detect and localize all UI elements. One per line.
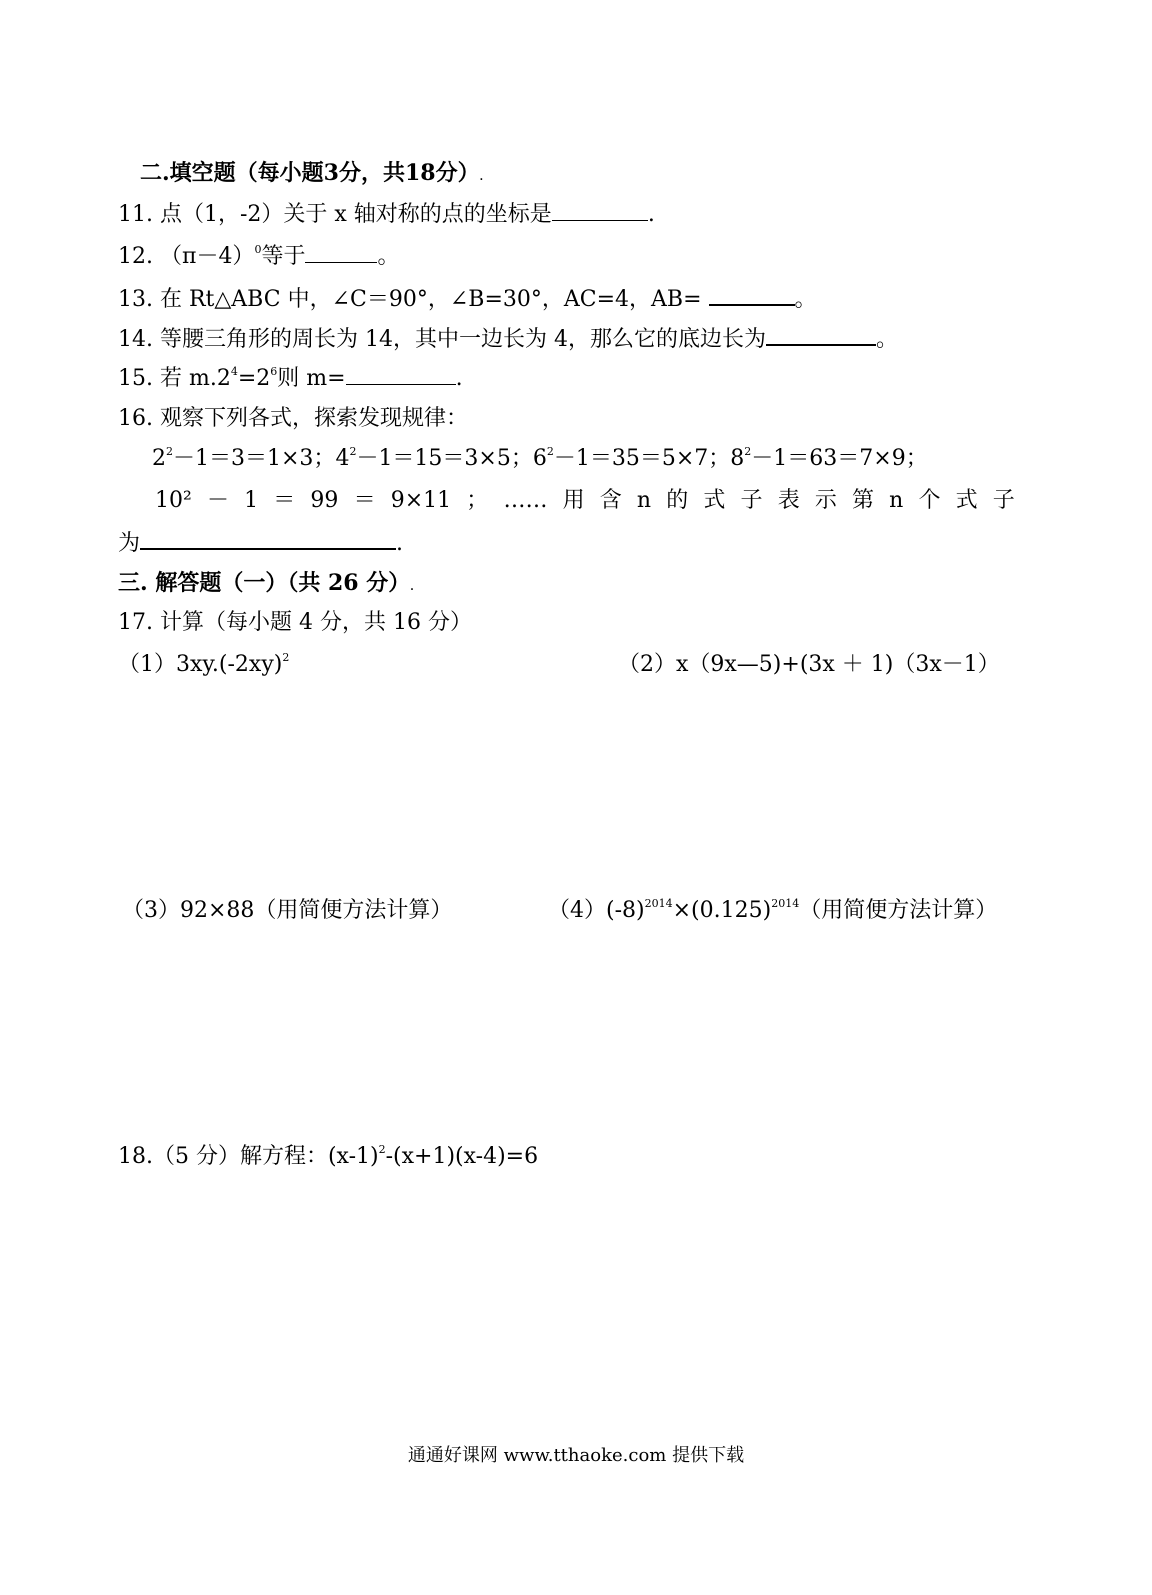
pattern-row-2 <box>155 486 1015 516</box>
pattern-token: 10² <box>155 488 192 513</box>
question-18: 18.（5 分）解方程：$(x-1)^2-(x+1)(x-4)=6$ <box>118 1143 539 1169</box>
pattern-token: － <box>206 488 229 513</box>
answer-blank <box>552 200 648 221</box>
pattern-token: 的 <box>666 488 689 513</box>
pattern-token: 子 <box>992 488 1015 513</box>
question-13: 13. 在 Rt△ABC 中，∠C＝90°，∠B=30°，AC=4，AB= 。 <box>118 284 817 315</box>
question-12: 12. $(\pi-4)^0$等于 。 <box>118 243 400 269</box>
question-16: 16. 观察下列各式，探索发现规律： <box>118 406 468 431</box>
pattern-token: n <box>889 488 904 513</box>
pattern-token: …… <box>503 488 548 513</box>
pattern-row-1 <box>152 444 928 474</box>
question-17-title: 17. 计算（每小题 4 分，共 16 分） <box>118 610 472 635</box>
pattern-token: ＝ <box>273 488 296 513</box>
answer-blank <box>709 284 795 306</box>
section-2-heading: 二.填空题（每小题3分，共18分）. <box>140 160 484 186</box>
pattern-token: 表 <box>777 488 800 513</box>
pattern-token: 子 <box>740 488 763 513</box>
pattern-expression: $6^2-1=35=5\times 7$； <box>532 445 731 471</box>
pattern-token: 1 <box>244 488 259 513</box>
pattern-expression: $2^2-1=3=1\times 3$； <box>152 445 336 471</box>
pattern-token: 个 <box>918 488 941 513</box>
pattern-token: 式 <box>703 488 726 513</box>
pattern-token: 示 <box>814 488 837 513</box>
pattern-token: ＝ <box>353 488 376 513</box>
pattern-row-3: 为 . <box>118 528 403 559</box>
pattern-token: 式 <box>955 488 978 513</box>
question-17-part-1: $(1)3xy.(-2xy)^2$ <box>118 651 290 677</box>
question-17-part-3: （3）92×88（用简便方法计算） <box>122 898 453 923</box>
page-footer: 通通好课网 www.tthaoke.com 提供下载 <box>407 1445 745 1466</box>
pattern-token: 99 <box>310 488 339 513</box>
pattern-expression: $4^2-1=15=3\times 5$； <box>335 445 533 471</box>
question-15: 15. 若 $m.2^4=2^6$则 m= . <box>118 365 463 391</box>
question-17-part-4: $(4)(-8)^{2014}\times(0.125)^{2014}$（用简便方法计算） <box>548 897 998 923</box>
answer-blank <box>346 364 456 385</box>
pattern-token: ； <box>466 488 489 513</box>
answer-blank <box>305 242 377 263</box>
question-11: 11. 点（1，-2）关于 x 轴对称的点的坐标是 . <box>118 202 655 227</box>
pattern-token: 9×11 <box>390 488 452 513</box>
pattern-token: 用 <box>562 488 585 513</box>
pattern-token: 第 <box>852 488 875 513</box>
pattern-expression: $8^2-1=63=7\times 9$； <box>730 445 928 471</box>
answer-blank <box>140 528 396 550</box>
question-17-part-2: （2）x（9x—5)+(3x ＋ 1)（3x－1） <box>618 652 1000 677</box>
answer-blank <box>766 324 876 346</box>
section-3-heading: 三. 解答题（一）（共 26 分）. <box>118 570 414 596</box>
pattern-token: n <box>636 488 652 513</box>
pattern-token: 含 <box>599 488 622 513</box>
question-14: 14. 等腰三角形的周长为 14，其中一边长为 4，那么它的底边长为 。 <box>118 324 898 355</box>
